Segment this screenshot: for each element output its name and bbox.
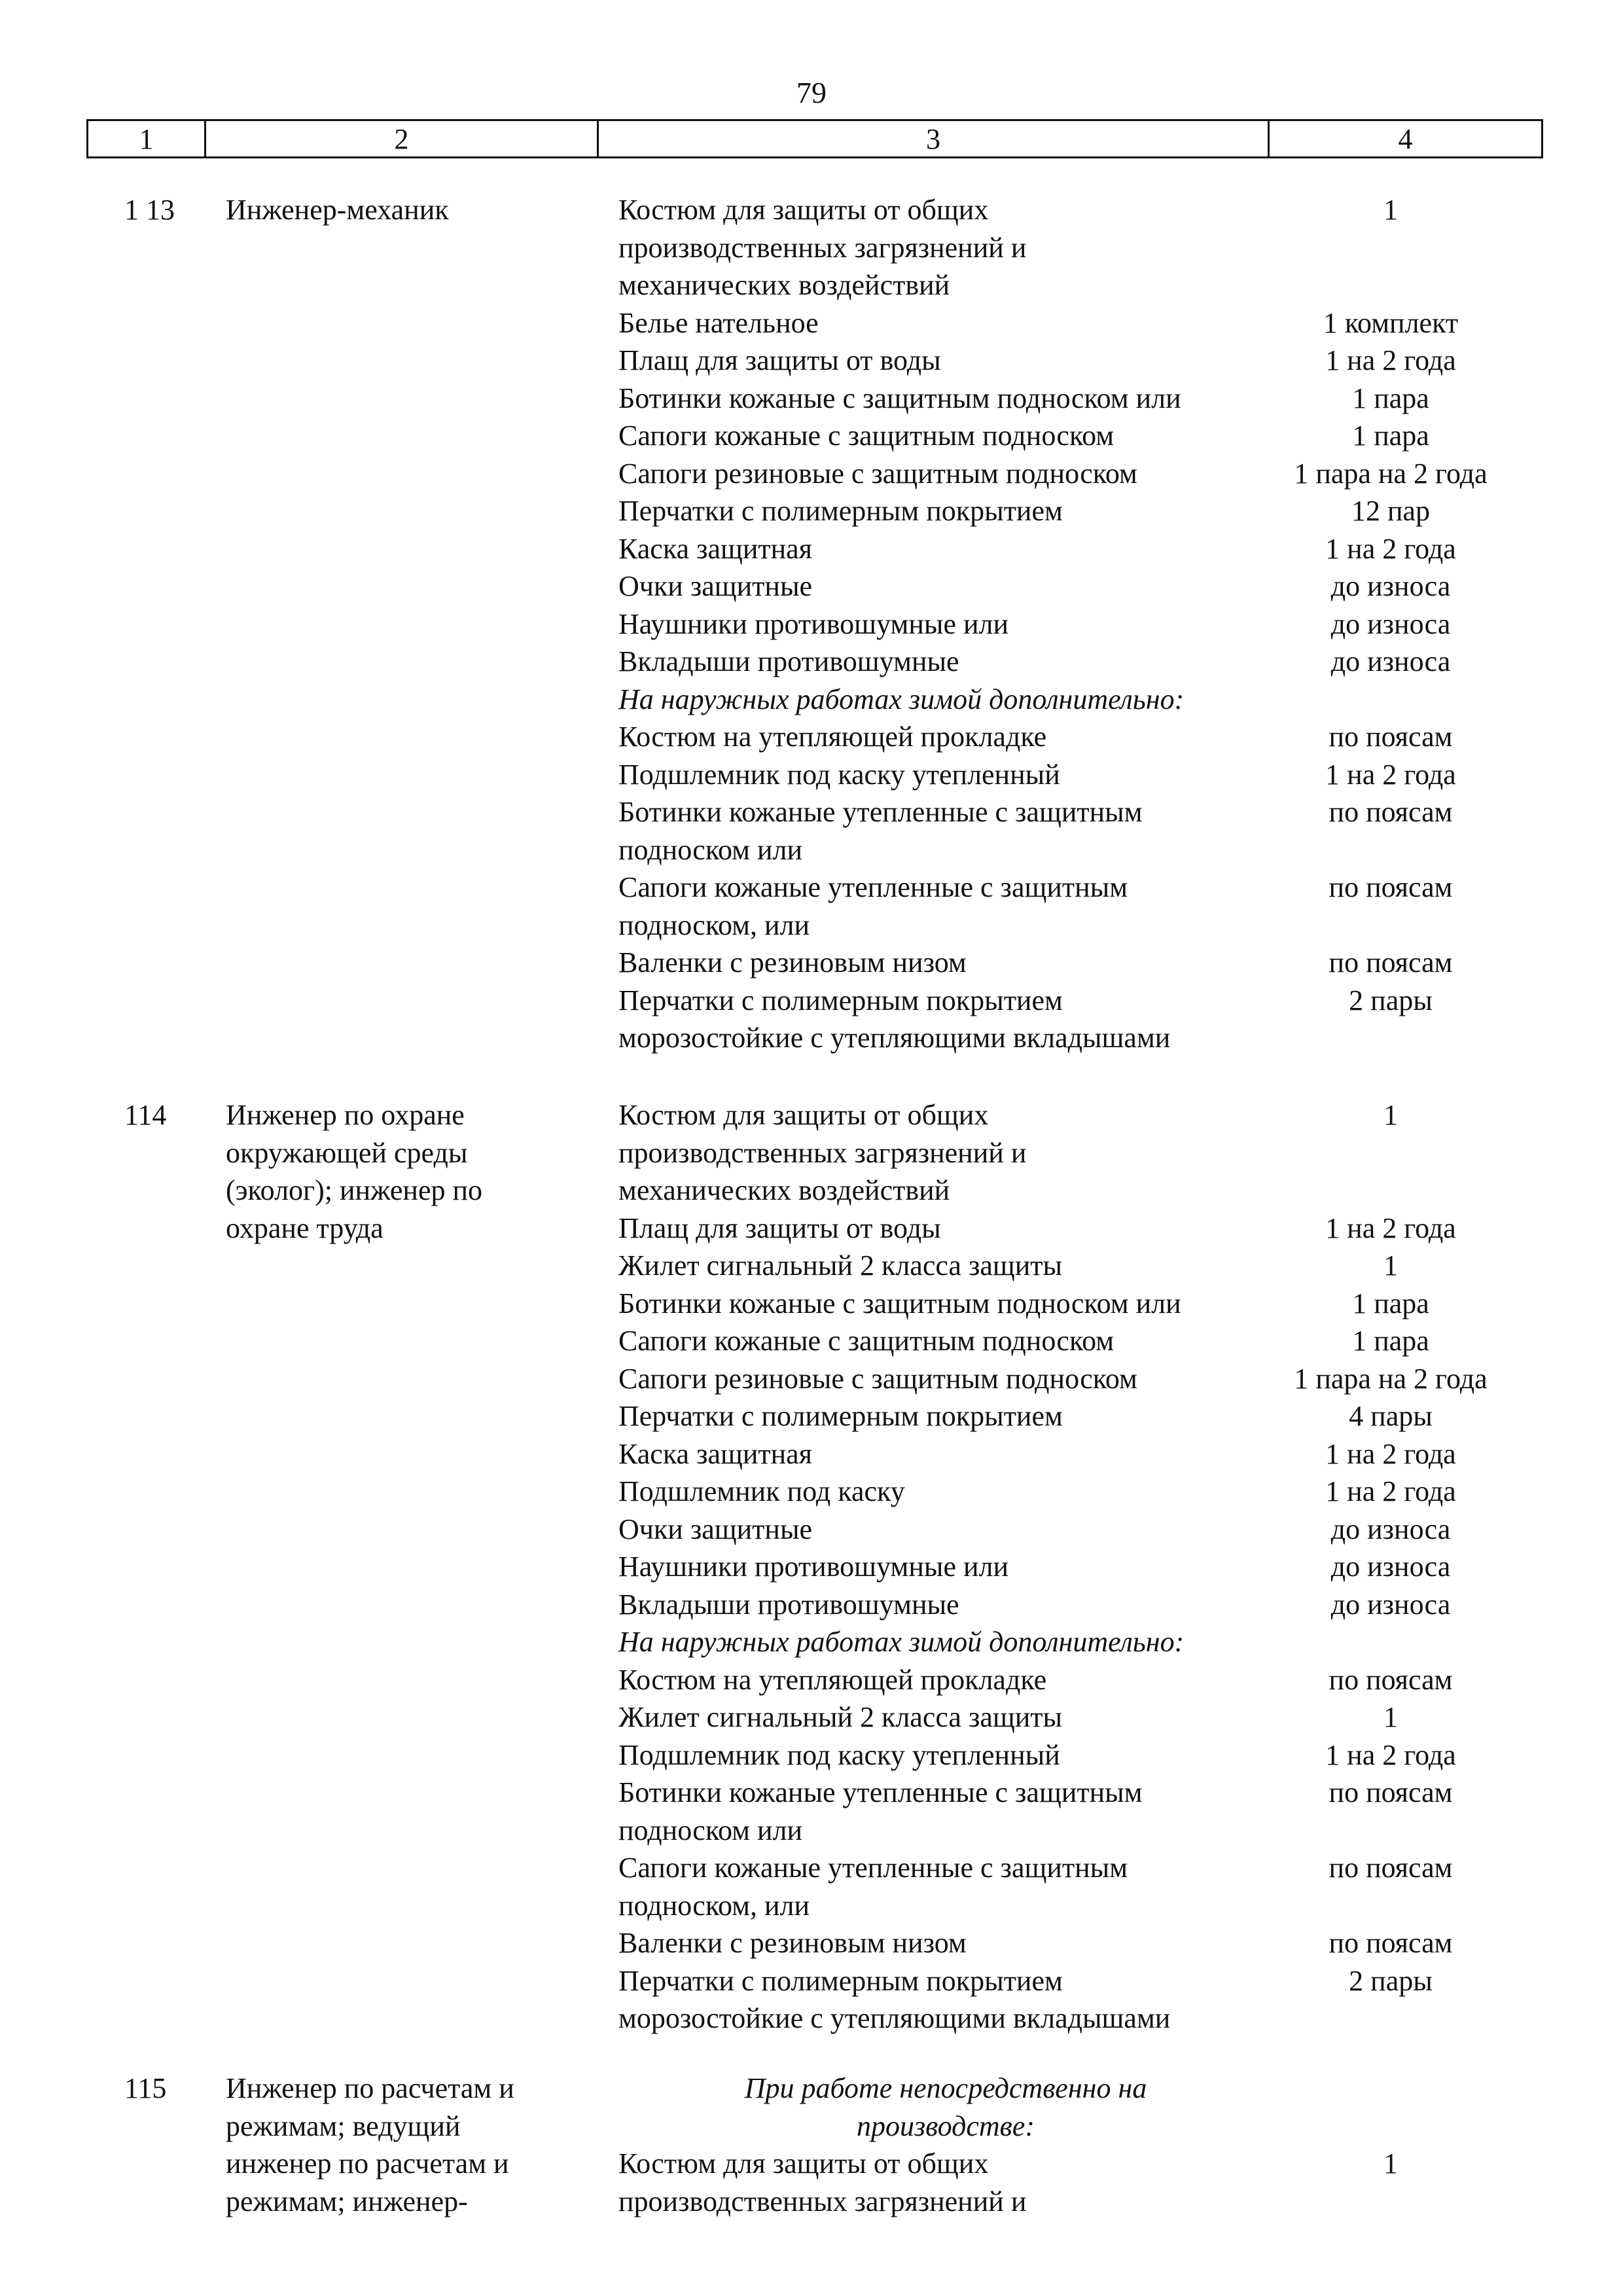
ppe-item-row [618, 1736, 1561, 1774]
ppe-item-name: производственных загрязнений и [618, 2185, 1027, 2217]
ppe-item-quantity: 1 [1383, 194, 1398, 226]
ppe-item-name: Перчатки с полимерным покрытием [618, 495, 1063, 527]
ppe-item-quantity: 1 комплект [1323, 306, 1459, 339]
ppe-item-quantity: 1 пара [1352, 420, 1429, 452]
ppe-item-name: Костюм для защиты от общих [618, 194, 989, 226]
ppe-item-row [618, 982, 1561, 1020]
ppe-item-name: морозостойкие с утепляющими вкладышами [618, 2002, 1171, 2034]
ppe-item-row [618, 1548, 1561, 1586]
ppe-item-row [618, 2000, 1561, 2037]
ppe-item-name: Сапоги кожаные утепленные с защитным [618, 1852, 1128, 1884]
ppe-item-name: Перчатки с полимерным покрытием [618, 1400, 1063, 1432]
ppe-item-row [618, 530, 1561, 568]
ppe-item-name: Вкладыши противошумные [618, 645, 959, 677]
ppe-item-name: Наушники противошумные или [618, 607, 1009, 640]
ppe-item-name: Перчатки с полимерным покрытием [618, 1964, 1063, 1997]
ppe-item-quantity: 1 на 2 года [1325, 1437, 1456, 1470]
ppe-item-name: Перчатки с полимерным покрытием [618, 984, 1063, 1016]
ppe-item-row [618, 1285, 1561, 1323]
ppe-item-row [618, 342, 1561, 380]
ppe-item-row [618, 643, 1561, 681]
ppe-item-name: Плащ для защиты от воды [618, 1211, 941, 1244]
ppe-item-row [618, 1698, 1561, 1736]
ppe-item-name: Костюм на утепляющей прокладке [618, 1663, 1047, 1696]
ppe-item-quantity: 1 на 2 года [1325, 532, 1456, 565]
ppe-item-quantity [1273, 2000, 1508, 2037]
ppe-item-quantity: до износа [1330, 645, 1451, 677]
ppe-item-row [618, 1887, 1561, 1925]
ppe-item-name: Сапоги резиновые с защитным подноском [618, 1362, 1137, 1395]
ppe-item-quantity [1273, 1019, 1508, 1057]
position-title-line: Инженер по охране [226, 1099, 465, 1131]
ppe-item-quantity: до износа [1330, 1513, 1451, 1545]
ppe-item-name: Ботинки кожаные утепленные с защитным [618, 796, 1143, 828]
section-heading: При работе непосредственно на [744, 2072, 1147, 2104]
ppe-item-quantity: по поясам [1329, 721, 1453, 753]
ppe-item-name: Подшлемник под каску [618, 1475, 905, 1507]
ppe-item-quantity: по поясам [1329, 1927, 1453, 1959]
ppe-item-quantity: до износа [1330, 570, 1451, 602]
ppe-item-row [618, 718, 1561, 756]
page-number: 79 [796, 76, 827, 109]
ppe-item-row [618, 1511, 1561, 1549]
ppe-item-name: Белье нательное [618, 306, 819, 339]
ppe-item-name: Валенки с резиновым низом [618, 946, 967, 978]
ppe-item-name: подноском, или [618, 908, 810, 941]
ppe-item-quantity: до износа [1330, 607, 1451, 640]
ppe-item-row [618, 1210, 1561, 1247]
ppe-item-row [618, 1774, 1561, 1812]
ppe-item-name: Костюм на утепляющей прокладке [618, 721, 1047, 753]
entry-number: 1 13 [124, 194, 175, 226]
section-heading: На наружных работах зимой дополнительно: [618, 1626, 1185, 1658]
position-title-line: охране труда [226, 1211, 383, 1244]
ppe-item-row [618, 906, 1561, 944]
position-title-line: инженер по расчетам и [226, 2147, 509, 2179]
ppe-item-row [618, 2145, 1561, 2183]
ppe-item-row [618, 1661, 1561, 1699]
ppe-item-name: Сапоги резиновые с защитным подноском [618, 457, 1137, 490]
ppe-item-list [618, 2070, 1561, 2220]
ppe-item-quantity: 1 на 2 года [1325, 1738, 1456, 1771]
ppe-item-quantity: 1 пара на 2 года [1294, 457, 1488, 490]
ppe-item-name: Ботинки кожаные с защитным подноском или [618, 1287, 1181, 1319]
section-heading: На наружных работах зимой дополнительно: [618, 683, 1185, 715]
ppe-item-list [618, 191, 1561, 1057]
ppe-item-quantity: 1 [1383, 1701, 1398, 1733]
ppe-item-name: морозостойкие с утепляющими вкладышами [618, 1022, 1171, 1054]
ppe-item-name: механических воздействий [618, 1174, 950, 1206]
entry-number: 115 [124, 2072, 167, 2104]
ppe-item-row [618, 1096, 1561, 1134]
ppe-item-quantity: 1 пара на 2 года [1294, 1362, 1488, 1395]
position-title-line: окружающей среды [226, 1136, 468, 1169]
ppe-item-row [618, 1473, 1561, 1511]
position-title-line: Инженер-механик [226, 194, 449, 226]
ppe-item-quantity: 2 пары [1349, 984, 1433, 1016]
ppe-item-quantity [1273, 1134, 1508, 1172]
ppe-item-row [618, 266, 1561, 304]
ppe-item-name: Подшлемник под каску утепленный [618, 1738, 1060, 1771]
ppe-item-quantity: 1 [1383, 2147, 1398, 2179]
ppe-item-row [618, 492, 1561, 530]
ppe-item-quantity [1273, 1887, 1508, 1925]
ppe-item-name: Очки защитные [618, 1513, 813, 1545]
ppe-item-name: Сапоги кожаные с защитным подноском [618, 420, 1115, 452]
ppe-item-quantity: 1 на 2 года [1325, 1211, 1456, 1244]
position-title [226, 1096, 592, 1247]
ppe-item-quantity [1273, 906, 1508, 944]
ppe-item-name: Вкладыши противошумные [618, 1588, 959, 1621]
ppe-item-name: Сапоги кожаные с защитным подноском [618, 1325, 1115, 1357]
ppe-item-quantity: по поясам [1329, 871, 1453, 903]
ppe-item-name: Ботинки кожаные утепленные с защитным [618, 1776, 1143, 1808]
ppe-item-quantity: 1 пара [1352, 382, 1429, 414]
ppe-item-name: Очки защитные [618, 570, 813, 602]
ppe-item-quantity: по поясам [1329, 1852, 1453, 1884]
ppe-item-quantity [1273, 831, 1508, 869]
ppe-item-row [618, 455, 1561, 493]
ppe-item-name: Подшлемник под каску утепленный [618, 758, 1060, 791]
ppe-item-row [618, 417, 1561, 455]
ppe-item-row [618, 831, 1561, 869]
ppe-item-quantity: по поясам [1329, 946, 1453, 978]
ppe-item-quantity: по поясам [1329, 1776, 1453, 1808]
ppe-item-quantity: 1 [1383, 1099, 1398, 1131]
ppe-item-row [618, 1134, 1561, 1172]
ppe-item-quantity: до износа [1330, 1588, 1451, 1621]
column-header-4: 4 [1398, 122, 1413, 155]
ppe-item-quantity: до износа [1330, 1551, 1451, 1583]
ppe-item-name: Каска защитная [618, 532, 812, 565]
ppe-item-quantity [1273, 2183, 1508, 2221]
ppe-item-name: Плащ для защиты от воды [618, 344, 941, 376]
ppe-item-name: производственных загрязнений и [618, 1136, 1027, 1169]
ppe-item-row [618, 1435, 1561, 1473]
ppe-item-row [618, 1924, 1561, 1962]
ppe-item-row [618, 605, 1561, 643]
ppe-item-list [618, 1096, 1561, 2037]
ppe-item-row [618, 191, 1561, 229]
position-title [226, 191, 592, 229]
ppe-item-name: Валенки с резиновым низом [618, 1927, 967, 1959]
ppe-item-row [618, 869, 1561, 906]
ppe-item-name: Костюм для защиты от общих [618, 1099, 989, 1131]
ppe-item-name: Жилет сигнальный 2 класса защиты [618, 1249, 1063, 1282]
ppe-item-quantity: 2 пары [1349, 1964, 1433, 1997]
ppe-item-row [618, 1397, 1561, 1435]
ppe-item-row [618, 1586, 1561, 1624]
position-title-line: (эколог); инженер по [226, 1174, 483, 1206]
ppe-item-quantity [1273, 229, 1508, 267]
ppe-item-row [618, 1360, 1561, 1398]
ppe-item-name: Наушники противошумные или [618, 1551, 1009, 1583]
ppe-item-row [618, 2183, 1561, 2221]
ppe-item-quantity: 4 пары [1349, 1400, 1433, 1432]
position-title [226, 2070, 592, 2220]
ppe-item-row [618, 1849, 1561, 1887]
ppe-item-name: Жилет сигнальный 2 класса защиты [618, 1701, 1063, 1733]
ppe-item-row [618, 1962, 1561, 2000]
ppe-item-quantity: 1 пара [1352, 1287, 1429, 1319]
position-title-line: Инженер по расчетам и [226, 2072, 514, 2104]
ppe-item-row [618, 567, 1561, 605]
ppe-item-row [618, 380, 1561, 418]
ppe-item-quantity: 1 [1383, 1249, 1398, 1282]
ppe-item-row [618, 1322, 1561, 1360]
position-title-line: режимам; инженер- [226, 2185, 468, 2217]
position-title-line: режимам; ведущий [226, 2109, 461, 2142]
ppe-item-row [618, 793, 1561, 831]
ppe-item-name: производственных загрязнений и [618, 231, 1027, 264]
ppe-item-name: механических воздействий [618, 269, 950, 301]
ppe-item-row [618, 1019, 1561, 1057]
ppe-item-name: Сапоги кожаные утепленные с защитным [618, 871, 1128, 903]
ppe-item-row [618, 1812, 1561, 1850]
ppe-item-quantity: 1 на 2 года [1325, 344, 1456, 376]
ppe-item-quantity: 1 пара [1352, 1325, 1429, 1357]
ppe-item-name: подноском или [618, 1814, 803, 1846]
ppe-item-row [618, 1247, 1561, 1285]
entry-number: 114 [124, 1099, 167, 1131]
section-heading: производстве: [857, 2109, 1035, 2142]
column-header-2: 2 [206, 121, 599, 156]
ppe-item-name: Костюм для защиты от общих [618, 2147, 989, 2179]
ppe-item-name: подноском, или [618, 1889, 810, 1922]
ppe-item-name: Ботинки кожаные с защитным подноском или [618, 382, 1181, 414]
column-header-1: 1 [88, 121, 206, 156]
ppe-item-quantity [1273, 1172, 1508, 1210]
ppe-item-row [618, 756, 1561, 794]
column-header-3: 3 [599, 121, 1270, 156]
ppe-item-name: подноском или [618, 833, 803, 866]
ppe-item-quantity [1273, 1812, 1508, 1850]
ppe-item-row [618, 1172, 1561, 1210]
ppe-item-row [618, 229, 1561, 267]
ppe-item-quantity: по поясам [1329, 796, 1453, 828]
ppe-item-row [618, 304, 1561, 342]
ppe-item-quantity: 1 на 2 года [1325, 758, 1456, 791]
ppe-item-row [618, 944, 1561, 982]
ppe-item-quantity: 1 на 2 года [1325, 1475, 1456, 1507]
ppe-item-quantity: 12 пар [1351, 495, 1431, 527]
ppe-item-name: Каска защитная [618, 1437, 812, 1470]
column-header-row [86, 119, 1543, 158]
ppe-item-quantity: по поясам [1329, 1663, 1453, 1696]
ppe-item-quantity [1273, 266, 1508, 304]
